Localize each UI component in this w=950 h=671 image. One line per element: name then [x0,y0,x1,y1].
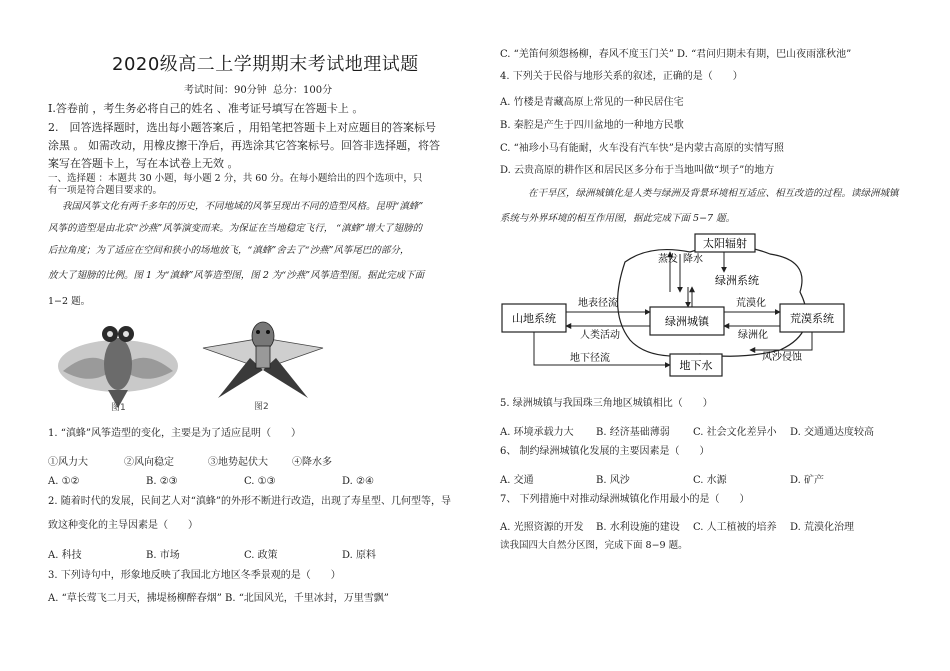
q1-item: ④降水多 [292,457,332,468]
question-4-stem: 4. 下列关于民俗与地形关系的叙述，正确的是（ ） [500,71,743,82]
shayan-kite-figure [198,318,328,400]
dianfeng-kite-figure [53,316,183,412]
evaporation-label: 蒸发 [658,254,678,265]
q7-option-c[interactable]: C. 人工植被的培养 [693,522,777,533]
question-2-stem: 2. 随着时代的发展，民间艺人对“滇蜂”的外形不断进行改造，出现了寿星型、几何型等，导 [48,496,451,507]
oasisification-label: 绿洲化 [738,330,768,341]
passage1-line: 放大了翅膀的比例。图 1 为“滇蜂”风筝造型图，图 2 为“沙燕”风筝造型图。据此完成下面 [48,270,425,281]
figure2-caption: 图2 [254,402,269,412]
q7-option-d[interactable]: D. 荒漠化治理 [790,522,855,533]
human-activity-label: 人类活动 [580,330,620,341]
q1-option-d[interactable]: D. ②④ [342,476,374,487]
passage2-line: 系统与外界环境的相互作用图，据此完成下面 5−7 题。 [500,213,736,224]
q3-options-ab[interactable]: A. “草长莺飞二月天，拂堤杨柳醉春烟” B. “北国风光，千里冰封，万里雪飘” [48,593,389,604]
instruction-2b: 涂黑 。 如需改动，用橡皮擦干净后，再选涂其它答案标号。回答非选择题，将答 [48,139,440,152]
sun-radiation-label: 太阳辐射 [703,237,747,250]
q7-option-a[interactable]: A. 光照资源的开发 [500,522,584,533]
q1-item: ①风力大 [48,457,88,468]
desertification-label: 荒漠化 [736,298,766,309]
q2-option-b[interactable]: B. 市场 [146,550,180,561]
q1-item: ②风向稳定 [124,457,174,468]
page-title: 2020级高二上学期期末考试地理试题 [112,54,419,75]
question-1-stem: 1. “滇蜂”风筝造型的变化，主要是为了适应昆明（ ） [48,428,301,439]
q6-option-b[interactable]: B. 风沙 [596,475,630,486]
q2-option-d[interactable]: D. 原料 [342,550,377,561]
q7-option-b[interactable]: B. 水利设施的建设 [596,522,680,533]
q6-option-d[interactable]: D. 矿产 [790,475,825,486]
wind-erosion-label: 风沙侵蚀 [762,352,802,363]
q1-item: ③地势起伏大 [208,457,268,468]
oasis-boundary [618,245,807,356]
desert-system-label: 荒漠系统 [790,312,834,325]
section1-heading-2: 有一项是符合题目要求的。 [48,185,163,196]
q5-option-c[interactable]: C. 社会文化差异小 [693,427,777,438]
next-passage-intro: 读我国四大自然分区图，完成下面 8−9 题。 [500,540,688,551]
q5-option-d[interactable]: D. 交通通达度较高 [790,427,875,438]
q4-option-a[interactable]: A. 竹楼是青藏高原上常见的一种民居住宅 [500,97,684,108]
q1-option-a[interactable]: A. ①② [48,476,80,487]
q6-option-a[interactable]: A. 交通 [500,475,534,486]
question-3-stem: 3. 下列诗句中，形象地反映了我国北方地区冬季景观的是（ ） [48,570,341,581]
question-5-stem: 5. 绿洲城镇与我国珠三角地区城镇相比（ ） [500,398,713,409]
instruction-2c: 案写在答题卡上，写在本试卷上无效 。 [48,157,239,170]
section1-heading: 一、选择题 ：本题共 30 小题，每小题 2 分，共 60 分。在每小题给出的四个选项中，只 [48,173,423,184]
surface-runoff-label: 地表径流 [578,298,618,309]
passage2-line: 在干旱区，绿洲城镇化是人类与绿洲及背景环境相互适应、相互改造的过程。读绿洲城镇 [528,188,899,199]
q4-option-b[interactable]: B. 秦腔是产生于四川盆地的一种地方民歌 [500,120,684,131]
oasis-system-label: 绿洲系统 [715,274,759,287]
oasis-system-diagram [500,232,920,382]
groundwater-label: 地下水 [679,359,713,372]
figure1-caption: 图1 [111,403,126,413]
mountain-system-label: 山地系统 [512,312,556,325]
q2-option-a[interactable]: A. 科技 [48,550,82,561]
q1-option-b[interactable]: B. ②③ [146,476,178,487]
q4-option-c[interactable]: C. “袖珍小马有能耐，火车没有汽车快”是内蒙古高原的实情写照 [500,143,784,154]
underground-runoff-label: 地下径流 [570,353,610,364]
instruction-2a: 2. 回答选择题时，选出每小题答案后 ，用铅笔把答题卡上对应题目的答案标号 [48,121,436,134]
q2-option-c[interactable]: C. 政策 [244,550,278,561]
q5-option-b[interactable]: B. 经济基础薄弱 [596,427,670,438]
passage1-line: 风筝的造型是由北京“沙燕”风筝演变而来。为保证在当地稳定飞行， “滇蜂”增大了翅膀的 [48,223,422,234]
question-7-stem: 7、 下列措施中对推动绿洲城镇化作用最小的是（ ） [500,494,750,505]
instruction-1: Ⅰ.答卷前 ，考生务必将自己的姓名 、准考证号填写在答题卡上 。 [48,102,364,115]
q1-option-c[interactable]: C. ①③ [244,476,276,487]
q3-options-cd[interactable]: C. “羌笛何须怨杨柳，春风不度玉门关” D. “君问归期未有期，巴山夜雨涨秋池” [500,49,852,60]
passage1-line: 我国风筝文化有两千多年的历史，不同地域的风筝呈现出不同的造型风格。昆明“滇蜂” [62,201,424,212]
passage1-line: 1−2 题。 [48,296,91,307]
exam-score: 总分：100分 [273,85,333,96]
q4-option-d[interactable]: D. 云贵高原的耕作区和居民区多分布于当地叫做“坝子”的地方 [500,165,775,176]
question-2-stem-2: 致这种变化的主导因素是（ ） [48,520,198,531]
exam-time: 考试时间：90分钟 [184,85,267,96]
question-6-stem: 6、 制约绿洲城镇化发展的主要因素是（ ） [500,446,710,457]
oasis-town-label: 绿洲城镇 [665,315,709,328]
passage1-line: 后拉角度；为了适应在空间和狭小的场地放飞，“滇蜂”舍去了“沙燕”风筝尾巴的部分， [48,245,410,256]
q6-option-c[interactable]: C. 水源 [693,475,727,486]
q5-option-a[interactable]: A. 环境承载力大 [500,427,574,438]
precipitation-label: 降水 [683,254,703,265]
